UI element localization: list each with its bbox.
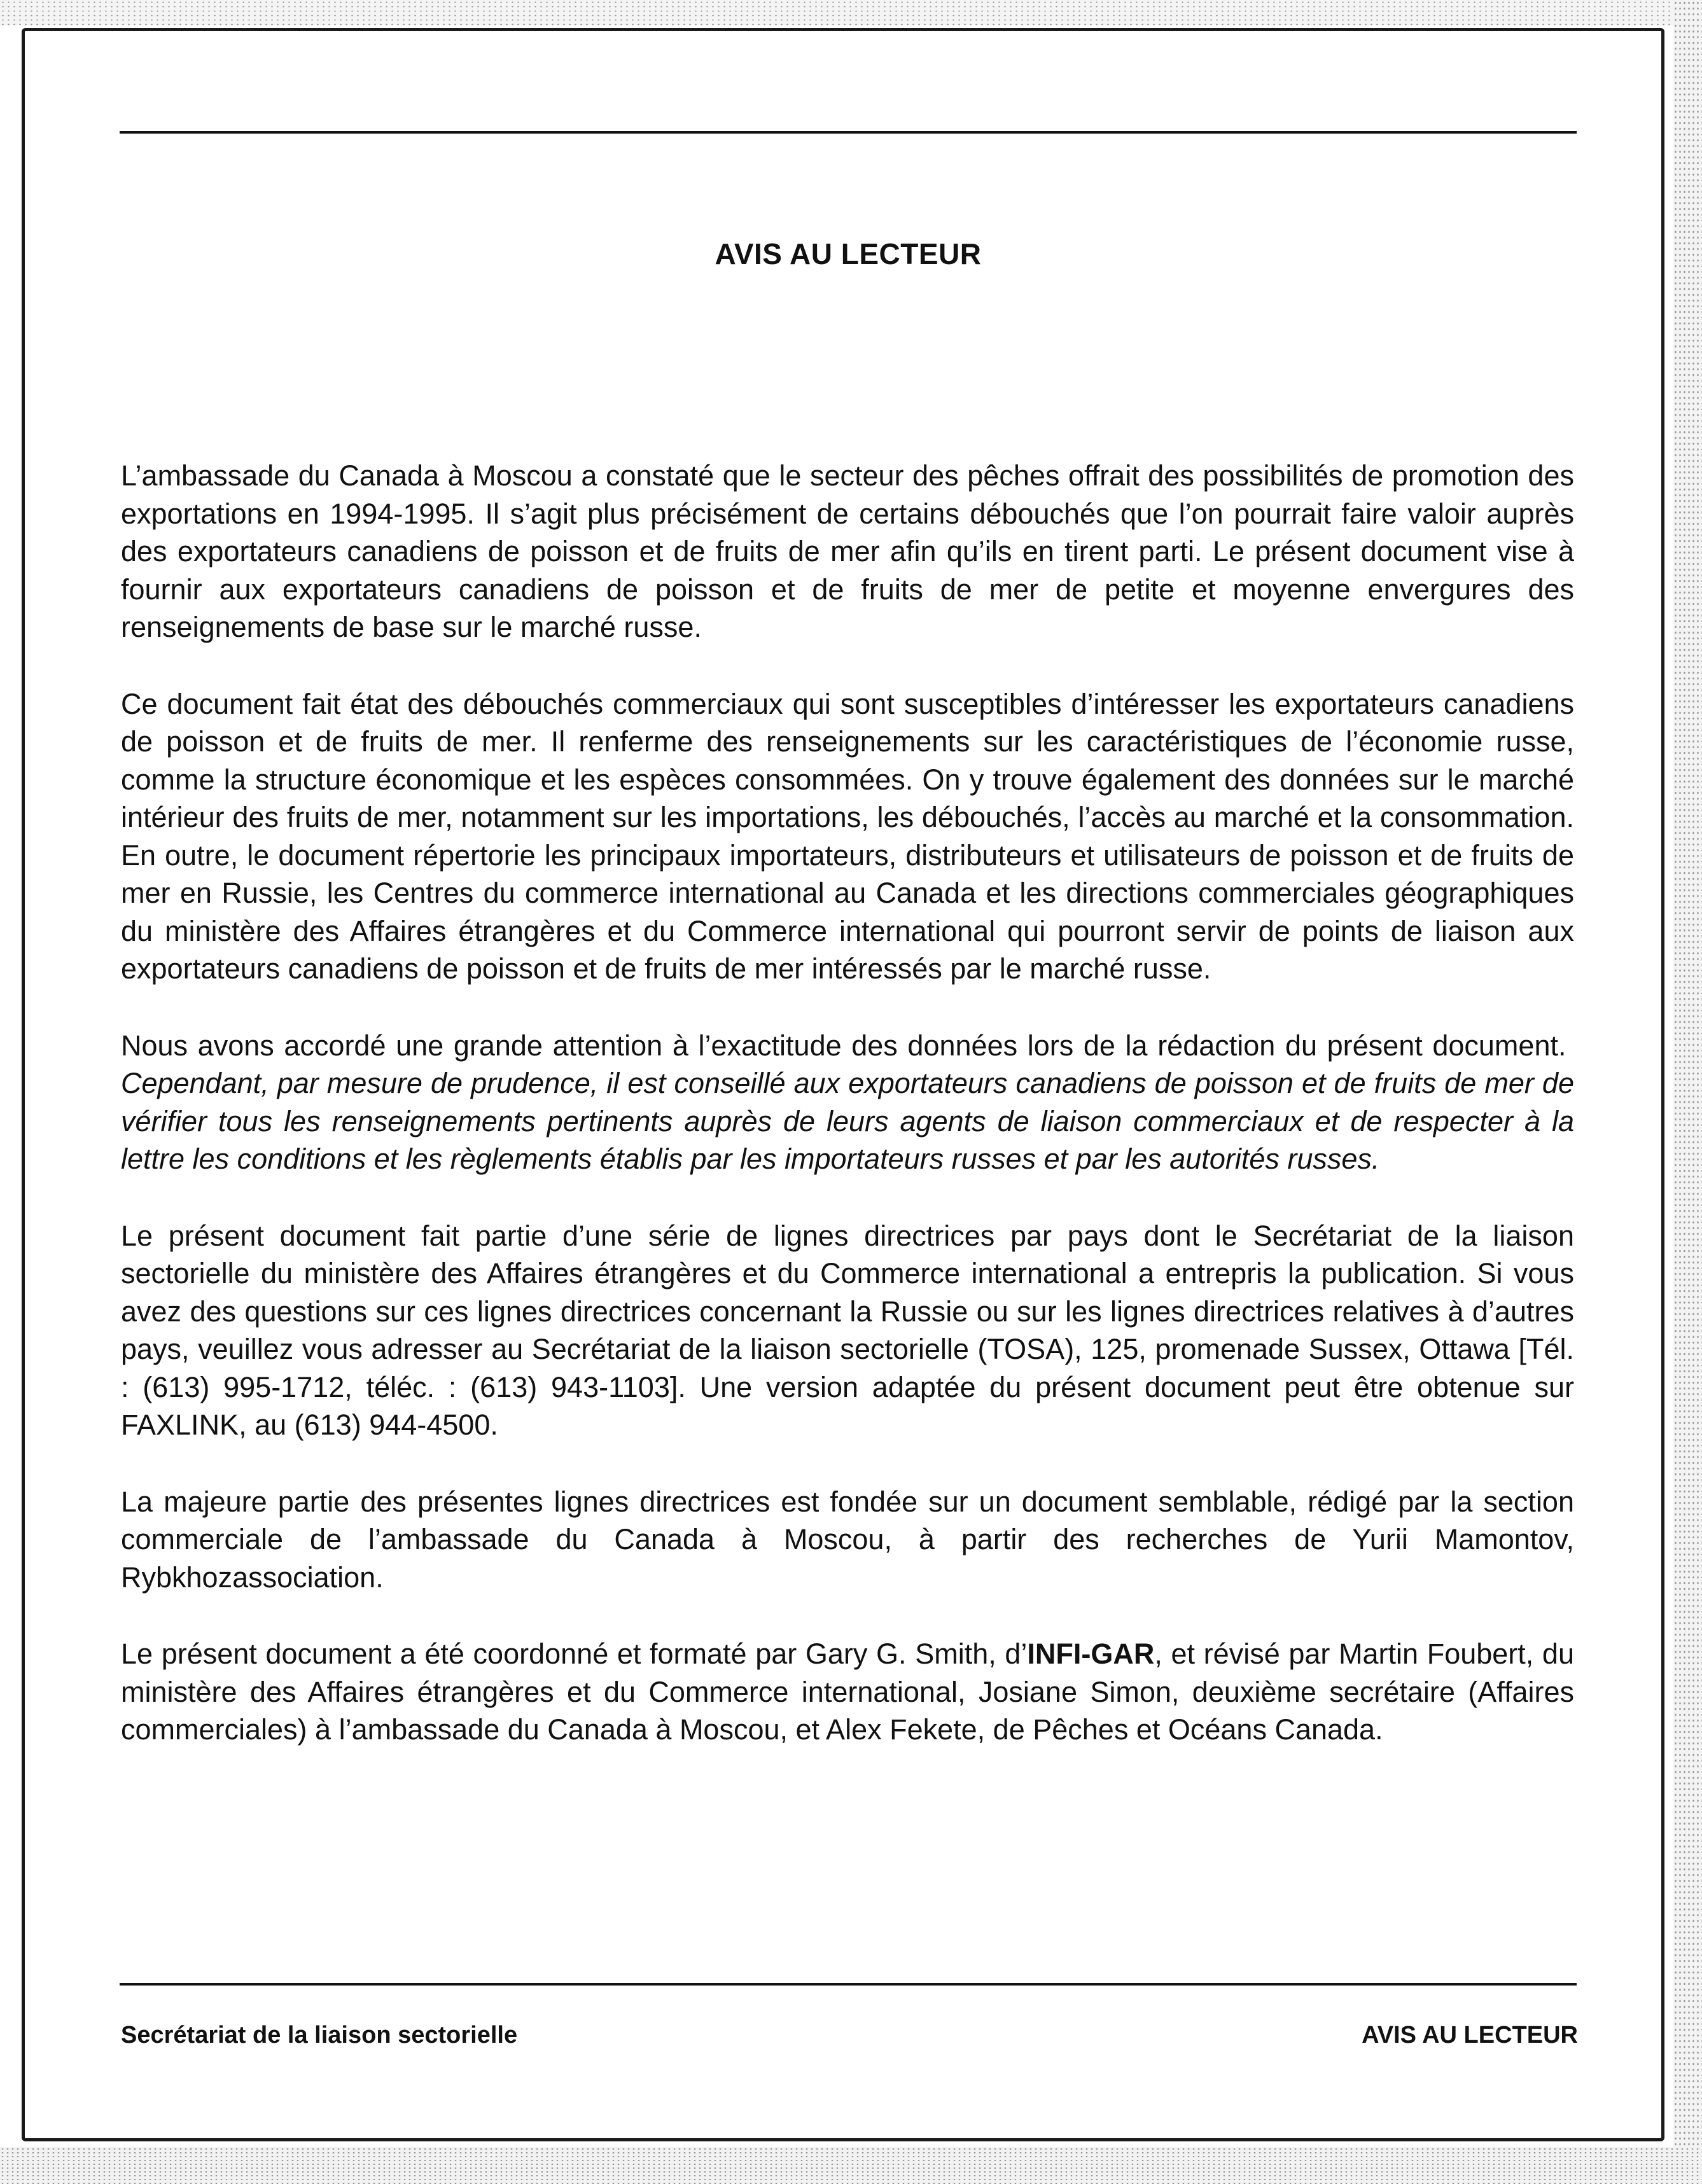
footer-left-label: Secrétariat de la liaison sectorielle: [121, 2022, 518, 2048]
header-rule: [120, 131, 1577, 134]
footer-right-label: AVIS AU LECTEUR: [1362, 2022, 1578, 2048]
paragraph-3: [121, 1027, 1574, 1178]
paragraph-6-text-before: Le présent document a été coordonné et formaté par Gary G. Smith, d’: [121, 1638, 1028, 1670]
document-body: [121, 457, 1574, 1749]
scan-edge-right: [1673, 0, 1702, 2184]
paragraph-4: Le présent document fait partie d’une série de lignes directrices par pays dont le Secrétariat de la liaison sectorielle du ministère des Affaires étrangères et du Commerce international a entrepris la publication. Si vous avez des questions sur ces lignes directrices concernant la Russie ou sur les lignes directrices relatives à d’autres pays, veuillez vous adresser au Secrétariat de la liaison sectorielle (TOSA), 125, promenade Sussex, Ottawa [Tél. : (613) 995-1712, téléc. : (613) 943-1103]. Une version adaptée du présent document peut être obtenue sur FAXLINK, au (613) 944-4500.: [121, 1219, 1574, 1441]
paragraph-2: Ce document fait état des débouchés commerciaux qui sont susceptibles d’intéresser les exportateurs canadiens de poisson et de fruits de mer. Il renferme des renseignements sur les caractéristiques de l’économie russe, comme la structure économique et les espèces consommées. On y trouve également des données sur le marché intérieur des fruits de mer, notamment sur les importations, les débouchés, l’accès au marché et la consommation. En outre, le document répertorie les principaux importateurs, distributeurs et utilisateurs de poisson et de fruits de mer en Russie, les Centres du commerce international au Canada et les directions commerciales géographiques du ministère des Affaires étrangères et du Commerce international qui pourront servir de points de liaison aux exportateurs canadiens de poisson et de fruits de mer intéressés par le marché russe.: [121, 687, 1574, 985]
paragraph-3-text: Nous avons accordé une grande attention à l’exactitude des données lors de la rédaction du présent document.: [121, 1029, 1566, 1062]
page-title: AVIS AU LECTEUR: [715, 237, 982, 270]
paragraph-6: [121, 1635, 1574, 1749]
paragraph-3-italic-text: Cependant, par mesure de prudence, il est conseillé aux exportateurs canadiens de poisson et de fruits de mer de vérifier tous les renseignements pertinents auprès de leurs agents de liaison commerciaux et de respecter à la lettre les conditions et les règlements établis par les importateurs russes et par les autorités russes.: [121, 1067, 1574, 1175]
paragraph-6-bold-text: INFI-GAR: [1027, 1638, 1155, 1670]
paragraph-1: L’ambassade du Canada à Moscou a constaté que le secteur des pêches offrait des possibilités de promotion des exportations en 1994-1995. Il s’agit plus précisément de certains débouchés que l’on pourrait faire valoir auprès des exportateurs canadiens de poisson et de fruits de mer afin qu’ils en tirent parti. Le présent document vise à fournir aux exportateurs canadiens de poisson et de fruits de mer de petite et moyenne envergures des renseignements de base sur le marché russe.: [121, 459, 1574, 643]
paragraph-5: La majeure partie des présentes lignes directrices est fondée sur un document semblable, rédigé par la section commerciale de l’ambassade du Canada à Moscou, à partir des recherches de Yurii Mamontov, Rybkhozassociation.: [121, 1485, 1574, 1594]
scan-edge-bottom: [0, 2147, 1702, 2184]
scan-edge-top: [0, 0, 1702, 25]
paragraph-6-text-after: , et révisé par Martin Foubert, du ministère des Affaires étrangères et du Commerce international, Josiane Simon, deuxième secrétaire (Affaires commerciales) à l’ambassade du Canada à Moscou, et Alex Fekete, de Pêches et Océans Canada.: [121, 1638, 1574, 1746]
footer-rule: [120, 1983, 1577, 1986]
